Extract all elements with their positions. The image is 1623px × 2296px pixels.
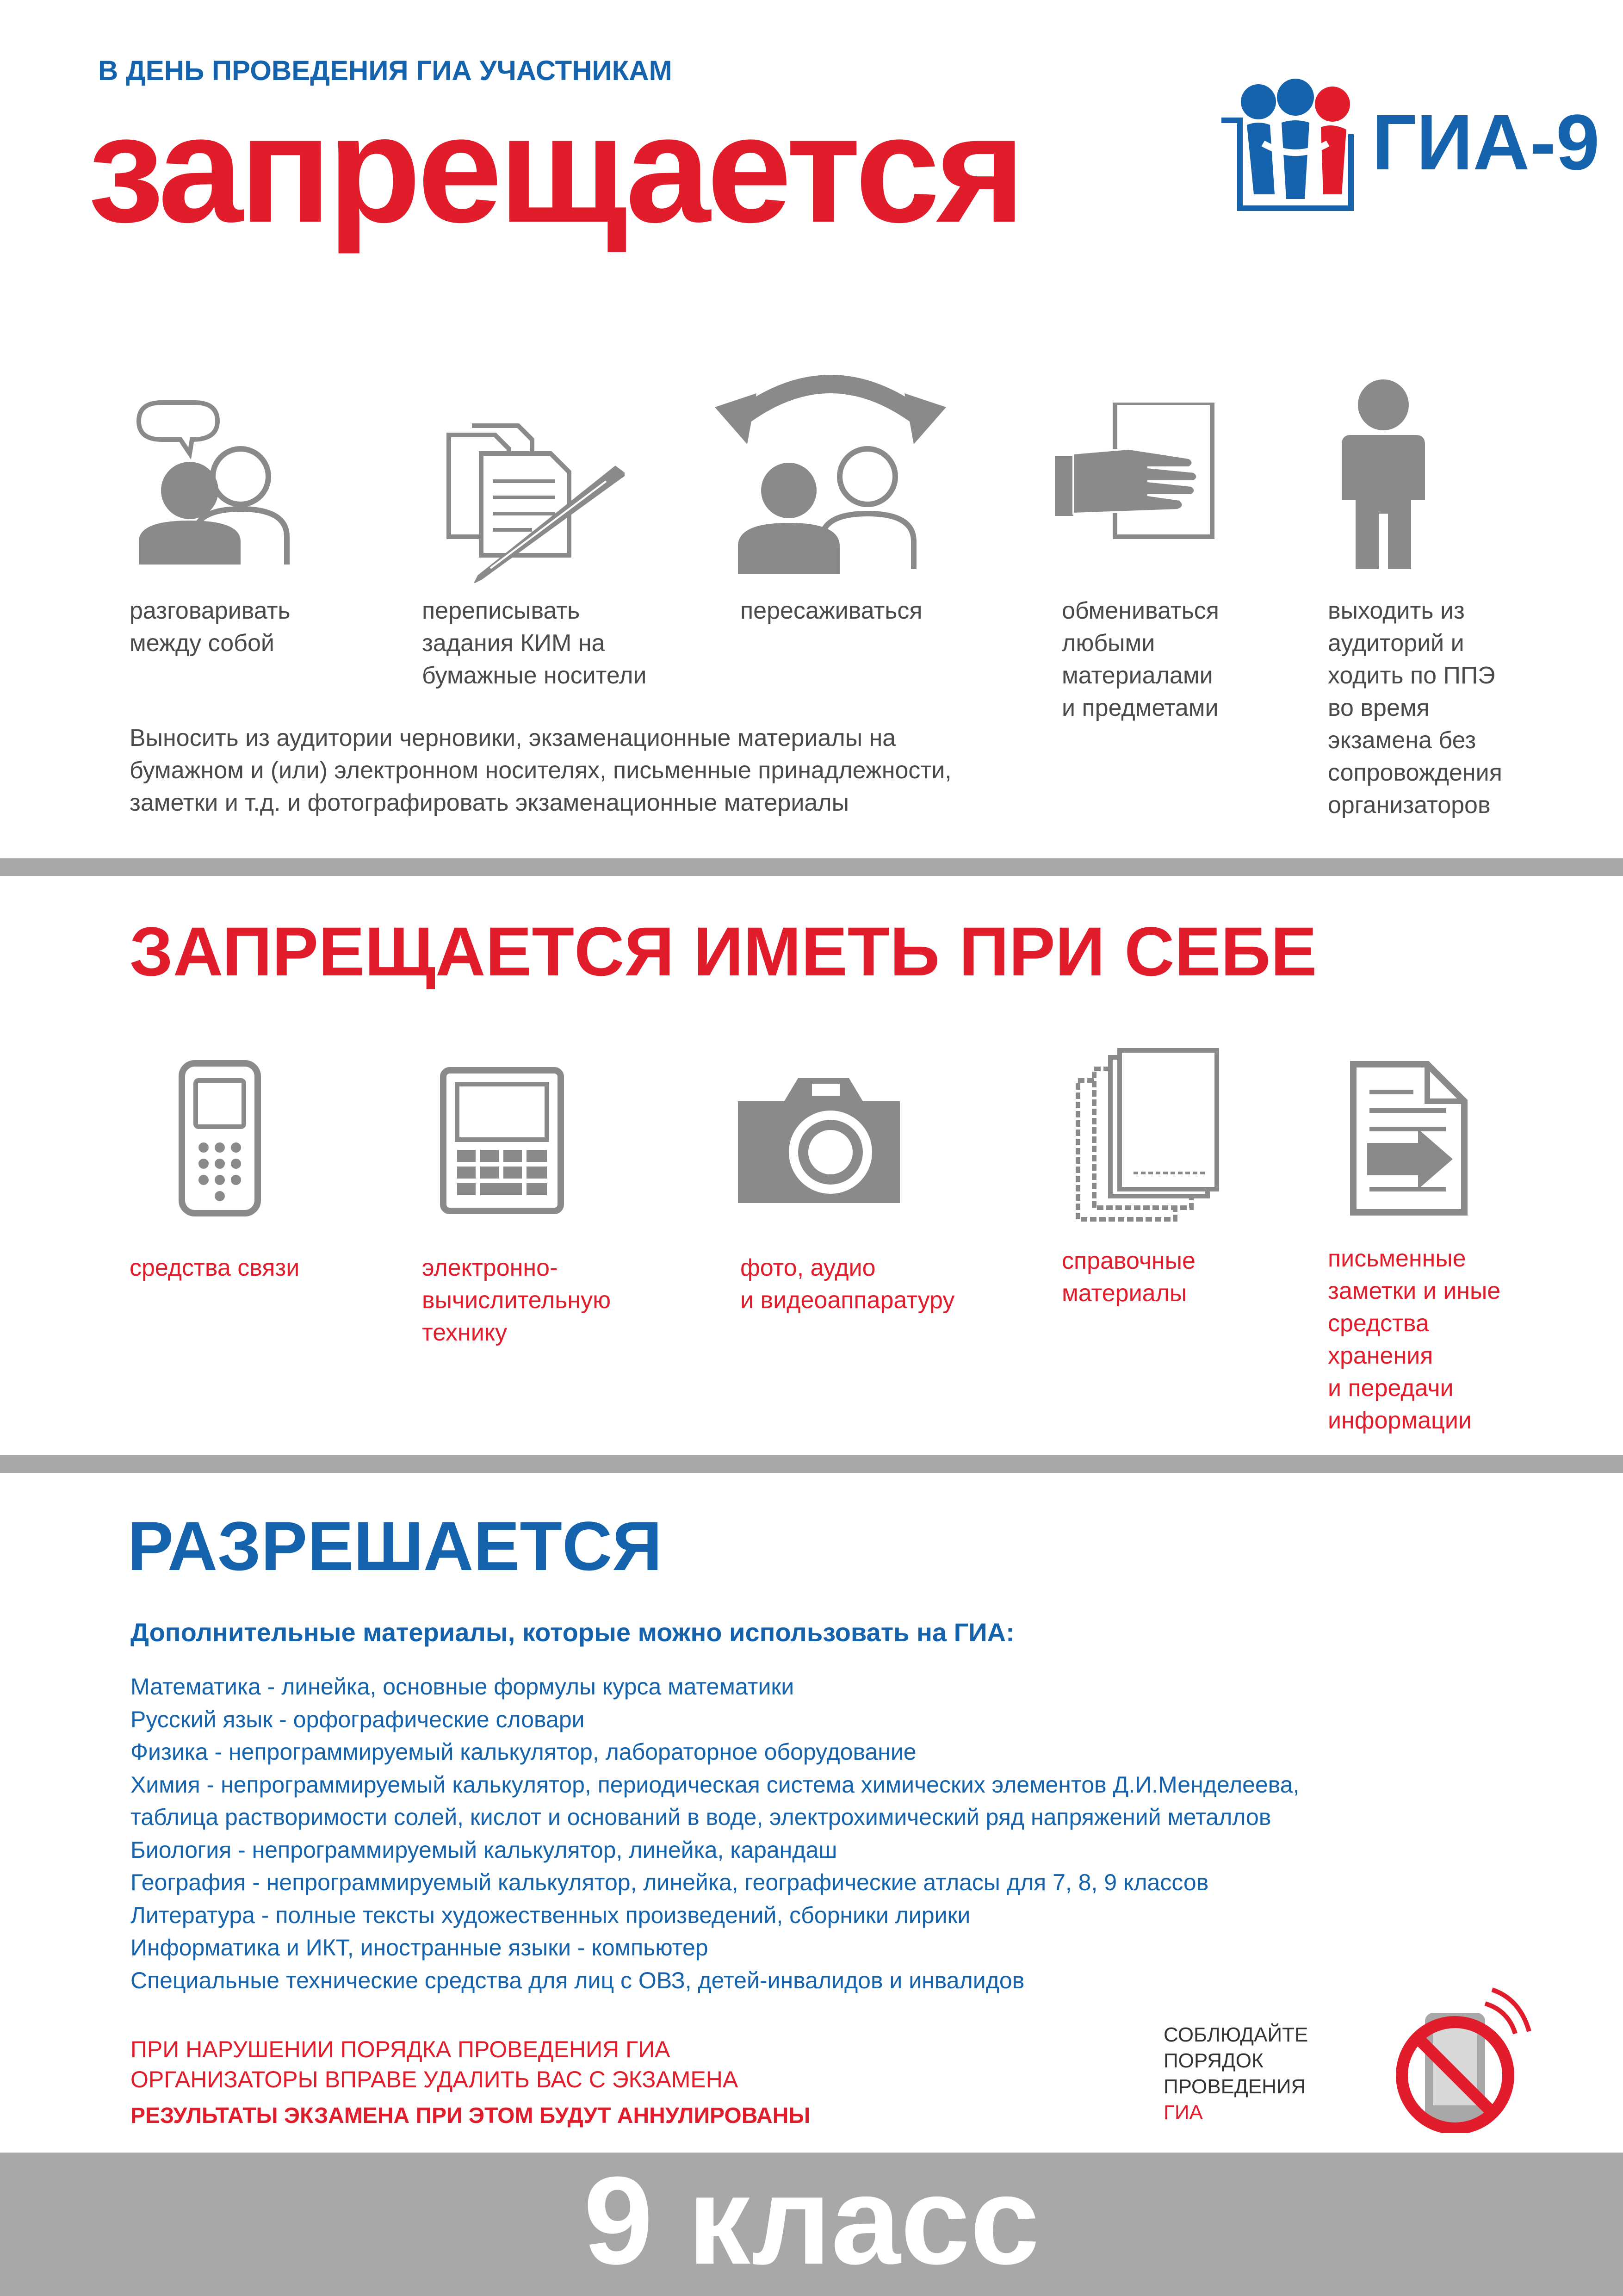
list-item: таблица растворимости солей, кислот и оснований в воде, электрохимический ряд напряжений металлов [130,1804,1271,1830]
warning-line-3: РЕЗУЛЬТАТЫ ЭКЗАМЕНА ПРИ ЭТОМ БУДУТ АННУЛИРОВАНЫ [130,2104,811,2128]
action-label-copying: переписывать задания КИМ на бумажные носители [422,597,647,689]
observe-line-4: ГИА [1164,2101,1203,2124]
action-label-talking: разговаривать между собой [130,597,291,657]
action-label-leaving: выходить из аудиторий и ходить по ППЭ во время экзамена без сопровождения организаторов [1328,597,1502,819]
list-item: Специальные технические средства для лиц с ОВЗ, детей-инвалидов и инвалидов [130,1967,1025,1993]
observe-rules-note [1164,2022,1308,2126]
swap-seats-icon [715,366,946,578]
prohibited-items-heading: ЗАПРЕЩАЕТСЯ ИМЕТЬ ПРИ СЕБЕ [130,912,1317,990]
section-divider-1 [0,858,1623,876]
person-icon [1342,379,1425,569]
list-item: Литература - полные тексты художественных произведений, сборники лирики [130,1902,971,1928]
documents-pen-icon [440,421,625,583]
observe-line-1: СОБЛЮДАЙТЕ [1164,2023,1308,2046]
hand-document-icon [1055,403,1221,541]
observe-line-3: ПРОВЕДЕНИЯ [1164,2075,1306,2098]
page-title: запрещается [88,83,1022,254]
item-label-computing: электронно- вычислительную технику [422,1254,611,1346]
header-subtitle: В ДЕНЬ ПРОВЕДЕНИЯ ГИА УЧАСТНИКАМ [98,55,672,86]
list-item: География - непрограммируемый калькулятор, линейка, географические атласы для 7, 8, 9 классов [130,1869,1209,1895]
no-phone-icon [1381,1980,1538,2133]
item-label-communication: средства связи [130,1254,300,1281]
calculator-icon [440,1067,564,1215]
grade-label: 9 класс [583,2151,1040,2290]
list-item: Химия - непрограммируемый калькулятор, периодическая система химических элементов Д.И.Менделеева, [130,1771,1300,1798]
actions-note: Выносить из аудитории черновики, экзаменационные материалы на бумажном и (или) электронном носителях, письменные принадлежности, заметки и т.д. и фотографировать экзаменационные материалы [130,725,952,816]
mobile-phone-icon [178,1060,261,1217]
list-item: Информатика и ИКТ, иностранные языки - компьютер [130,1935,708,1961]
observe-line-2: ПОРЯДОК [1164,2049,1264,2072]
section-divider-2 [0,1455,1623,1473]
warning-line-2: ОРГАНИЗАТОРЫ ВПРАВЕ УДАЛИТЬ ВАС С ЭКЗАМЕНА [130,2066,738,2092]
note-transfer-icon [1349,1060,1469,1217]
gia-logo [1212,79,1600,217]
action-label-exchanging: обмениваться любыми материалами и предметами [1062,597,1219,721]
talking-people-icon [130,398,315,574]
list-item: Физика - непрограммируемый калькулятор, лабораторное оборудование [130,1739,917,1765]
allowed-list [130,1670,1300,1997]
camera-icon [738,1074,904,1208]
reference-sheets-icon [1073,1048,1221,1229]
allowed-subheading: Дополнительные материалы, которые можно использовать на ГИА: [130,1618,1015,1647]
list-item: Биология - непрограммируемый калькулятор, линейка, карандаш [130,1837,837,1863]
gia-logo-icon [1212,79,1369,217]
item-label-reference: справочные материалы [1062,1247,1196,1307]
list-item: Русский язык - орфографические словари [130,1706,585,1732]
list-item: Математика - линейка, основные формулы курса математики [130,1674,794,1700]
logo-text: ГИА-9 [1372,99,1600,186]
allowed-heading: РАЗРЕШАЕТСЯ [127,1507,663,1585]
item-label-notes: письменные заметки и иные средства хранения и передачи информации [1328,1245,1501,1434]
action-label-changing-seats: пересаживаться [740,597,923,624]
warning-line-1: ПРИ НАРУШЕНИИ ПОРЯДКА ПРОВЕДЕНИЯ ГИА [130,2036,670,2062]
item-label-photo-audio: фото, аудио и видеоаппаратуру [740,1254,955,1314]
